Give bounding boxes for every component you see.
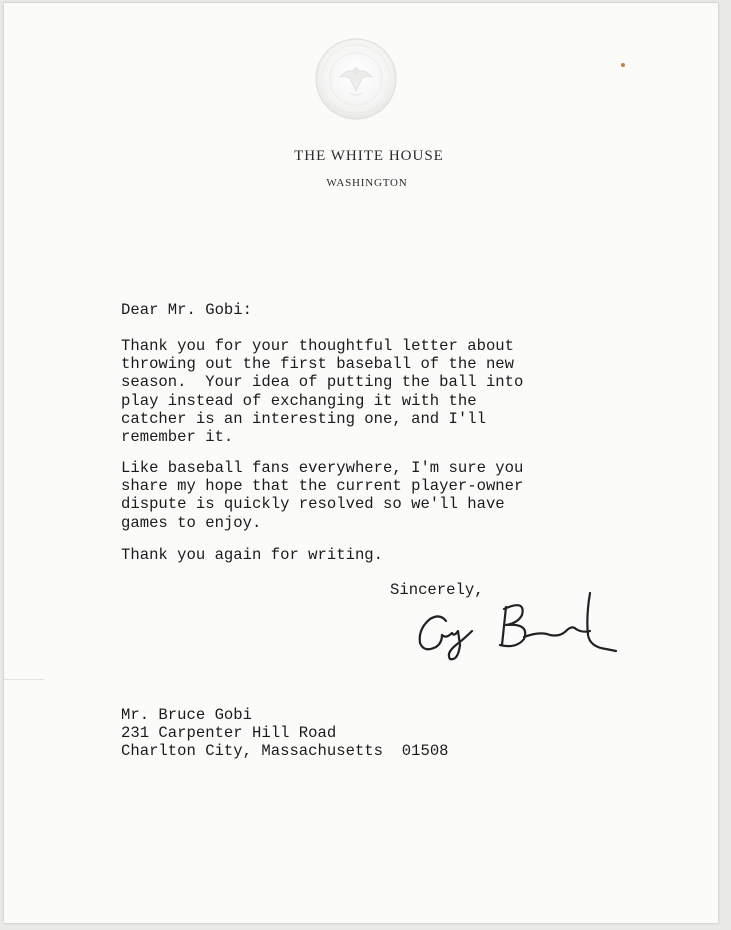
body-paragraph-2: Like baseball fans everywhere, I'm sure you share my hope that the current player-owner dispute is quickly resolved so we'll have games to enjoy.	[121, 459, 524, 532]
recipient-city-state: Charlton City, Massachusetts	[121, 742, 384, 761]
body-paragraph-1: Thank you for your thoughtful letter about throwing out the first baseball of the new season. Your idea of putting the ball into play instead of exchanging it with the catcher is an interesting one, and I'll remember it.	[121, 337, 524, 447]
body-paragraph-3: Thank you again for writing.	[121, 546, 384, 564]
letterhead-title: THE WHITE HOUSE	[294, 148, 444, 164]
embossed-presidential-seal-icon	[310, 33, 402, 125]
paper-speck	[621, 63, 625, 67]
letterhead-subtitle: WASHINGTON	[326, 177, 408, 189]
paper-crease	[4, 679, 44, 680]
recipient-address	[121, 706, 449, 761]
handwritten-signature	[410, 587, 620, 667]
recipient-name: Mr. Bruce Gobi	[121, 706, 253, 724]
salutation: Dear Mr. Gobi:	[121, 301, 253, 319]
letter-sheet	[4, 3, 718, 923]
closing: Sincerely,	[390, 581, 484, 599]
recipient-zip: 01508	[401, 742, 449, 761]
recipient-street: 231 Carpenter Hill Road	[121, 724, 337, 743]
